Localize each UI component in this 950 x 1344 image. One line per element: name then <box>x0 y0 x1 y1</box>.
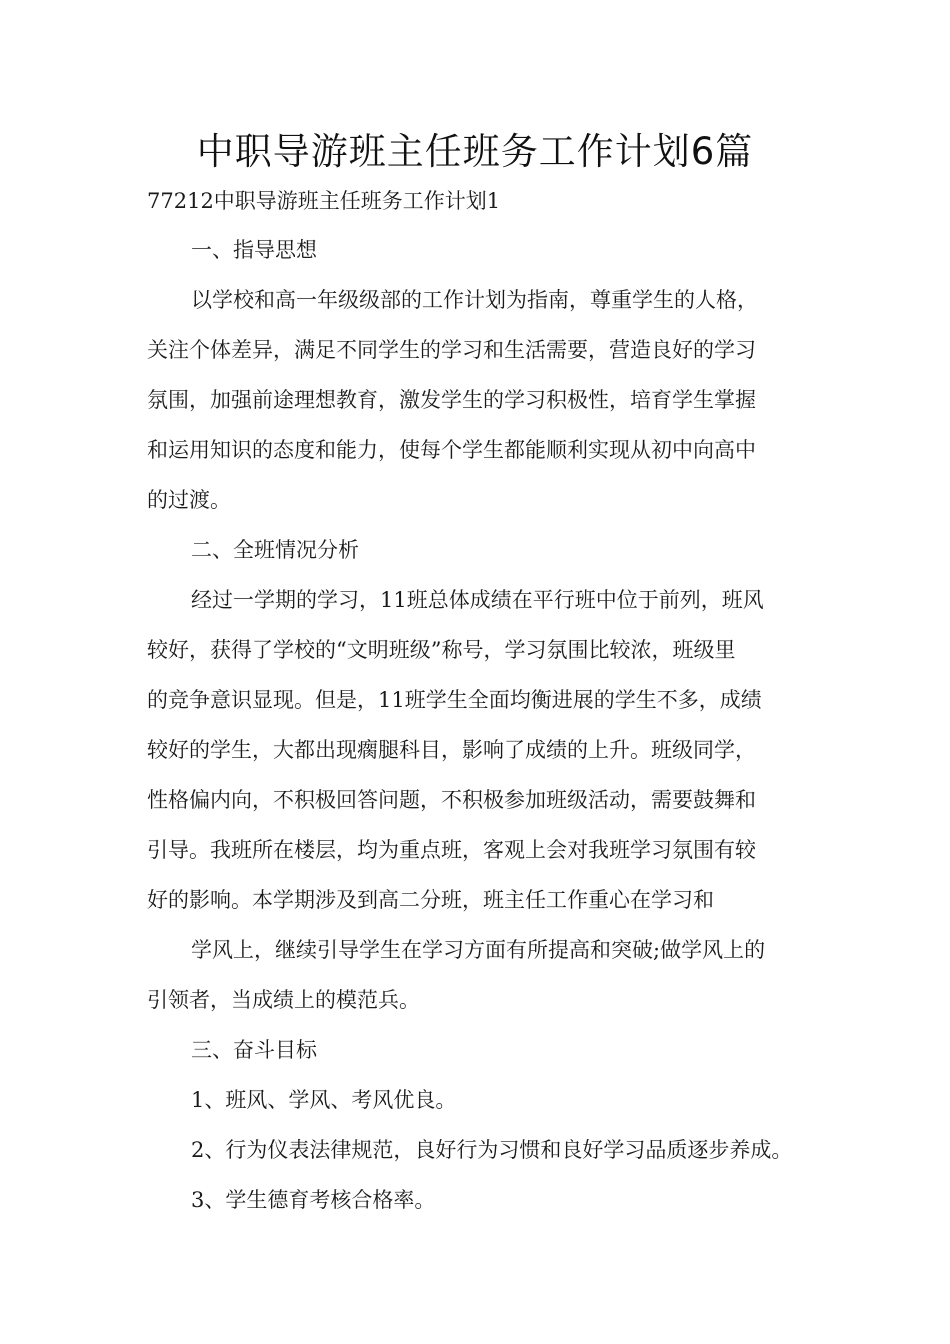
paragraph-line: 经过一学期的学习，11班总体成绩在平行班中位于前列，班风 <box>191 588 764 612</box>
paragraph-line: 较好的学生，大都出现瘸腿科目，影响了成绩的上升。班级同学， <box>147 738 756 762</box>
paragraph-line: 学风上，继续引导学生在学习方面有所提高和突破;做学风上的 <box>191 938 766 962</box>
paragraph-line: 引导。我班所在楼层，均为重点班，客观上会对我班学习氛围有较 <box>147 838 756 862</box>
paragraph-line: 氛围，加强前途理想教育，激发学生的学习积极性，培育学生掌握 <box>147 388 756 412</box>
paragraph-line: 的过渡。 <box>147 488 231 512</box>
paragraph-line: 的竞争意识显现。但是，11班学生全面均衡进展的学生不多，成绩 <box>147 688 762 712</box>
paragraph-line: 好的影响。本学期涉及到高二分班，班主任工作重心在学习和 <box>147 888 714 912</box>
list-item: 1、班风、学风、考风优良。 <box>191 1088 457 1112</box>
list-item: 2、行为仪表法律规范，良好行为习惯和良好学习品质逐步养成。 <box>191 1138 793 1162</box>
paragraph-line: 和运用知识的态度和能力，使每个学生都能顺利实现从初中向高中 <box>147 438 756 462</box>
paragraph-line: 较好，获得了学校的“文明班级”称号，学习氛围比较浓，班级里 <box>147 638 736 662</box>
list-item: 3、学生德育考核合格率。 <box>191 1188 436 1212</box>
section-heading-2: 二、全班情况分析 <box>191 538 359 562</box>
paragraph-line: 关注个体差异，满足不同学生的学习和生活需要，营造良好的学习 <box>147 338 756 362</box>
paragraph-line: 性格偏内向，不积极回答问题，不积极参加班级活动，需要鼓舞和 <box>147 788 756 812</box>
paragraph-line: 引领者，当成绩上的模范兵。 <box>147 988 420 1012</box>
paragraph-line: 以学校和高一年级级部的工作计划为指南，尊重学生的人格， <box>191 288 758 312</box>
section-heading-3: 三、奋斗目标 <box>191 1038 317 1062</box>
section-heading-1: 一、指导思想 <box>191 238 317 262</box>
document-subtitle: 77212中职导游班主任班务工作计划1 <box>147 189 501 213</box>
document-title: 中职导游班主任班务工作计划6篇 <box>196 130 754 173</box>
